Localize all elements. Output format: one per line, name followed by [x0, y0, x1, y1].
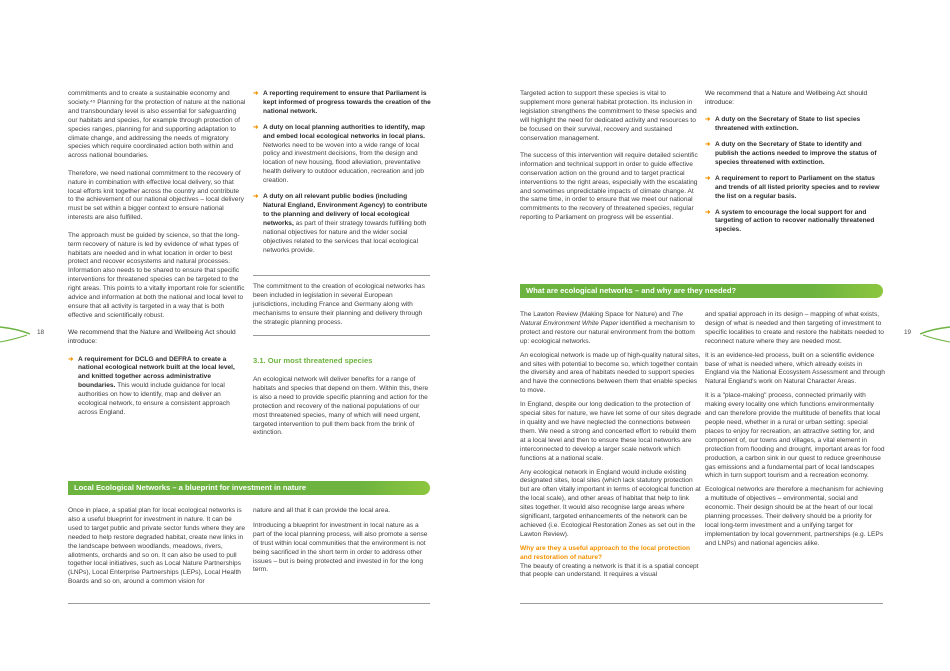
divider — [520, 603, 883, 604]
divider — [253, 275, 430, 276]
paragraph: Any ecological network in England would include existing designated sites, local sites (which lack statutory protection but are often vitally important in terms of ecological function at the local scale), and other areas of habitat that help to link sites together. It would also recognise large areas where significant, targeted enhancements of the network can be achieved (i.e. Ecological Restoration Zones as set out in the Lawton Review). — [520, 468, 701, 538]
arrow-icon: ➜ — [705, 141, 711, 149]
list-item: ➜ A reporting requirement to ensure that Parliament is kept informed of progress towards the creation of the national network. — [253, 90, 431, 115]
arrow-icon: ➜ — [253, 193, 259, 201]
page-swoosh-left — [0, 318, 30, 348]
page-number-right: 19 — [904, 329, 912, 336]
paragraph: commitments and to create a sustainable economy and society.⁴⁵ Planning for the protection of nature at the national and transboundary level is also essential for safeguarding our habitats and species, for example through protection of species ranges, planning for and supporting adaptation to climate change, and addressing the needs of migratory species which require coordinated action both within and across national boundaries. — [68, 90, 246, 160]
section-heading: 3.1. Our most threatened species — [253, 356, 373, 365]
recommend-intro: We recommend that the Nature and Wellbeing Act should introduce: — [68, 329, 236, 346]
list-item: ➜ A duty on the Secretary of State to list species threatened with extinction. — [705, 116, 861, 133]
paragraph: The beauty of creating a network is that it is a spatial concept that people can understand. It requires a visual — [520, 562, 699, 579]
banner-local-networks: Local Ecological Networks – a blueprint for investment in nature — [68, 481, 430, 495]
box-col-1 — [520, 311, 703, 580]
left-col-2 — [253, 90, 431, 262]
callout-text: The commitment to the creation of ecological networks has been included in legislation in several European jurisdictions, including France and Germany along with mechanisms to ensure their planning and delivery through the strategic planning process. — [253, 283, 425, 326]
box-col-2 — [705, 311, 885, 554]
paragraph: The approach must be guided by science, so that the long-term recovery of nature is led by evidence of what types of habitats are needed and in what location in order to best protect and recover ecosystems and natural processes. Information also needs to be shared to ensure that specific interventions for threatened species can be targeted to the right areas. This points to a vitally important role for scientific advice and information at both the national and local level to ensure that all activity is targeted in a way that is both effective and scientifically robust. — [68, 231, 245, 319]
list-item: ➜ A duty on all relevant public bodies (including Natural England, Environment Agency) to contribute to the planning and delivery of local ecological networks, as part of their strategy towards fulfilling both national objectives for nature and the wider social objectives related to the services that local ecological networks provide. — [253, 193, 428, 254]
list-item: ➜ A requirement for DCLG and DEFRA to create a national ecological network built at the local level, and knitted together across administrative boundaries. This would include guidance for local authorities on how to identify, map and deliver an ecological network, to ensure a consistent approach across England. — [68, 355, 235, 416]
divider — [253, 335, 430, 336]
arrow-icon: ➜ — [68, 355, 74, 363]
box-col-1-text: Once in place, a spatial plan for local ecological networks is also a useful blueprint for investment in nature. It can be used to target public and private sector funds where they are needed to help restore degraded habitat, create new links in the landscape between woodlands, meadows, rivers, allotments, orchards and so on. It can also be used to pull together local initiatives, such as Local Nature Partnerships (LNPs), Local Enterprise Partnerships (LEPs), Local Health Boards and so on, around a common vision for — [68, 507, 246, 586]
page-swoosh-right — [920, 318, 950, 348]
recommend-intro: We recommend that a Nature and Wellbeing Act should introduce: — [705, 90, 868, 106]
paragraph: The Lawton Review (Making Space for Nature) and The Natural Environment White Paper identified a mechanism to protect and restore our natural environment from the bottom up: ecological networks. — [520, 311, 695, 345]
paragraph: nature and all that it can provide the local area. — [253, 507, 391, 514]
arrow-icon: ➜ — [705, 116, 711, 124]
left-col-1 — [68, 90, 246, 425]
box-col-2 — [253, 507, 430, 575]
paragraph: Targeted action to support these species is vital to supplement more general habitat protection. Its inclusion in legislation strengthens the commitment to these species and will highlight the need for dedicated activity and resources to be focused on their survival, recovery and sustained conservation management. — [520, 90, 697, 142]
subheading: Why are they a useful approach to the local protection and restoration of nature? — [520, 544, 691, 561]
paragraph: In England, despite our long dedication to the protection of special sites for nature, we have let some of our sites degrade in quality and we have neglected the connections between them. We need a strong and concerted effort to rebuild them at a local level and then to ensure these local networks are interconnected to develop a larger scale network which functions at a national scale. — [520, 401, 702, 462]
arrow-icon: ➜ — [705, 174, 711, 182]
paragraph: An ecological network is made up of high-quality natural sites, and sites with potential to become so, which together contain the diversity and area of habitats needed to support species and have the connections between them that enable species to move. — [520, 351, 701, 395]
paragraph: Introducing a blueprint for investment in local nature as a part of the local planning process, will also promote a sense of trust within local communities that the environment is not being sacrificed in the short term in order to address other issues – but is being protected and invested in for the long term. — [253, 521, 428, 574]
paragraph: It is a "place-making" process, connected primarily with making every locality one which functions environmentally and can therefore provide the multitude of benefits that local people need, whether in a rural or urban setting: special places to enjoy for recreation, an attractive setting for, and component of, our towns and villages, a vital element in protection from flooding and drought, important areas for food production, a carbon sink in our quest to reduce greenhouse gas emissions and a fundamental part of local landscapes which in turn support tourism and a recreation economy. — [705, 392, 885, 480]
arrow-icon: ➜ — [253, 90, 259, 97]
right-col-2 — [705, 90, 883, 242]
paragraph: It is an evidence-led process, built on a scientific evidence base of what is needed where, which already exists in England via the National Ecosystem Assessment and through Natural England's work on Natural Character Areas. — [705, 351, 885, 386]
list-item: ➜ A duty on local planning authorities to identify, map and embed local ecological networks in local plans. Networks need to be woven into a wide range of local policy and investment decisions, from the design and location of new housing, flood alleviation, preventative health delivery to outdoor education, recreation and job creation. — [253, 123, 425, 185]
divider — [68, 603, 430, 604]
paragraph: Therefore, we need national commitment to the recovery of nature in combination with effective local delivery, so that local efforts knit together across the country and contribute to the achievement of our national objectives – local delivery must be set within a bigger context to ensure national interests are also fulfilled. — [68, 169, 244, 222]
paragraph: The success of this intervention will require detailed scientific information and technical support in order to guide effective conservation action on the ground and to target practical interventions to the right areas, especially with the escalating and sometimes unpredictable impacts of climate change. At the same time, in order to ensure that we meet our national commitments to the recovery of threatened species, regular reporting to Parliament on progress will be essential. — [520, 151, 698, 222]
page-number-left: 18 — [37, 329, 45, 336]
right-page — [475, 0, 950, 671]
section-paragraph: An ecological network will deliver benefits for a range of habitats and species that depend on them. Within this, there is also a need to provide specific planning and action for the protection and recovery of the national populations of our most threatened species, many of which will need urgent, targeted intervention to pull them back from the brink of extinction. — [253, 376, 429, 437]
recommend-list — [705, 116, 883, 235]
list-item: ➜ A system to encourage the local support for and targeting of action to recover nationally threatened species. — [705, 208, 875, 234]
list-item: ➜ A requirement to report to Parliament on the status and trends of all listed priority species and to review the list on a regular basis. — [705, 174, 880, 200]
arrow-icon: ➜ — [253, 123, 259, 131]
recommend-list — [68, 356, 246, 418]
list-item: ➜ A duty on the Secretary of State to identify and publish the actions needed to improve the status of species threatened with extinction. — [705, 141, 877, 166]
recommend-list-continued — [253, 90, 431, 255]
banner-ecological-networks: What are ecological networks – and why are they needed? — [520, 284, 883, 298]
paragraph: and spatial approach in its design – mapping of what exists, design of what is needed and then targeting of investment to specific localities to create and restore the habitats needed to reconnect nature where they are needed most. — [705, 311, 884, 345]
paragraph: Ecological networks are therefore a mechanism for achieving a multitude of objectives – environmental, social and economic. Their design should be at the heart of our local planning processes. Their delivery should be a priority for local long-term investment and a unifying target for implementation by local government, partnerships (e.g. LEPs and LNPs) and national agencies alike. — [705, 486, 884, 547]
right-col-1 — [520, 90, 700, 232]
arrow-icon: ➜ — [705, 208, 711, 216]
